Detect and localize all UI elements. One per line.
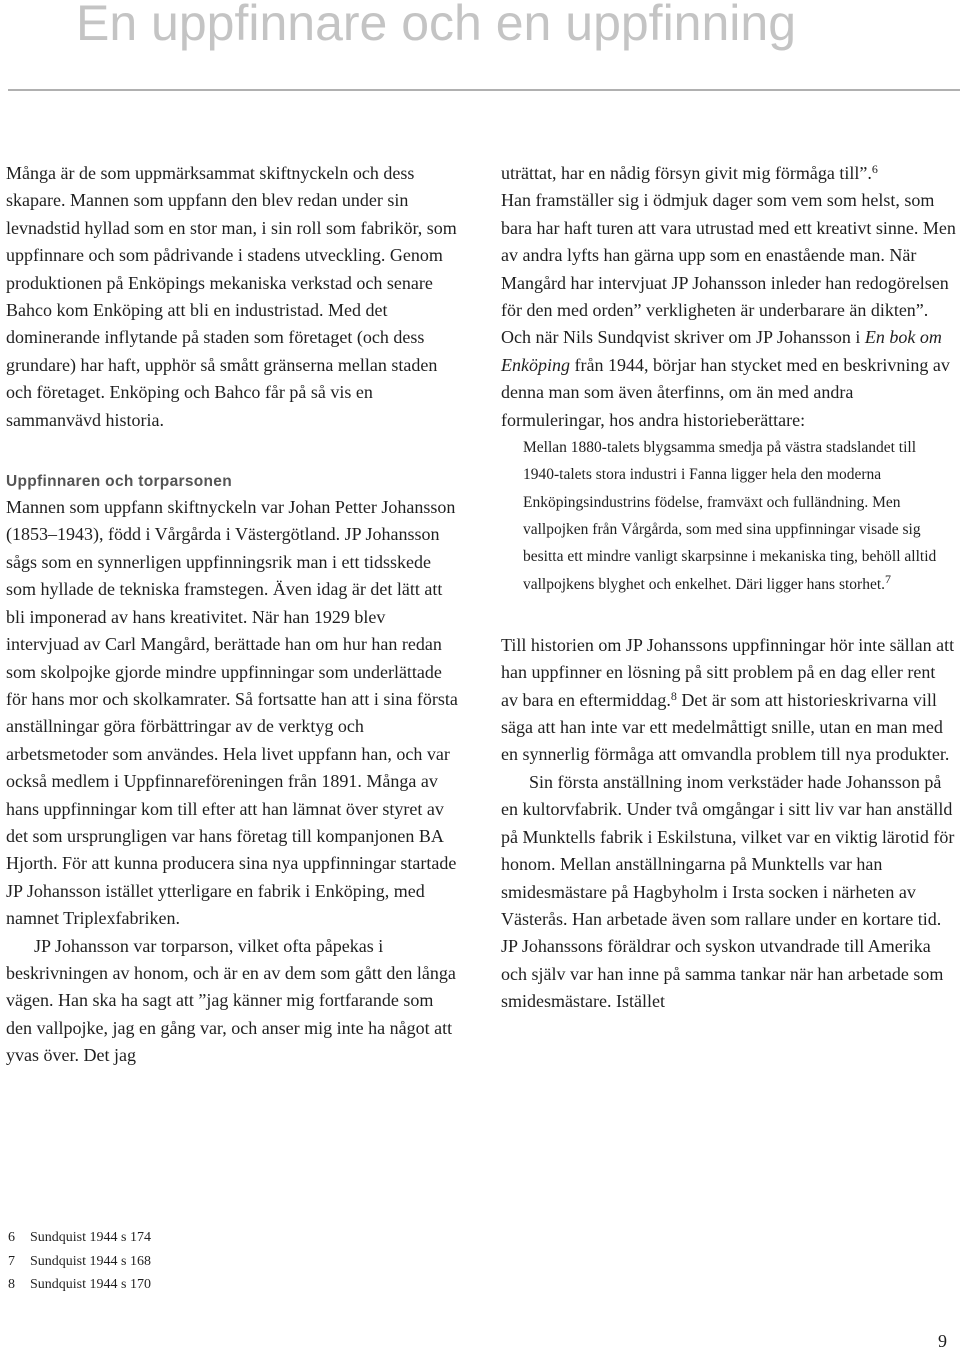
paragraph-text: Och när Nils Sundqvist skriver om JP Johansson i [501, 327, 861, 348]
footnote-ref: 7 [885, 571, 892, 586]
block-quote [523, 434, 956, 598]
footnote-text: Sundquist 1944 s 174 [30, 1230, 151, 1245]
footnote-text: Sundquist 1944 s 170 [30, 1277, 151, 1292]
body-paragraph [501, 160, 956, 187]
body-paragraph: Mannen som uppfann skiftnyckeln var Johan Petter Johansson (1853–1943), född i Vårgårda i Västergötland. JP Johansson sågs som en synnerligen uppfinningsrik man i ett tidsskede som hyllade de tekniska framstegen. Även idag är det lätt att bli imponerad av hans kreativitet. När han 1929 blev intervjuad av Carl Mangård, berättade han om hur han redan som skolpojke gjorde mindre uppfinningar som underlättade för hans mor och skolkamrater. Så fortsatte han att i sina första anställningar göra förbättringar av de verktyg och arbetsmetoder som användes. Hela livet uppfann han, och var också medlem i Uppfinnareföreningen från 1891. Många av hans uppfinningar kom till efter att han lämnat över styret av det som ursprungligen var hans företag till kompanjonen BA Hjorth. För att kunna producera sina nya uppfinningar startade JP Johansson istället ytterligare en fabrik i Enköping, med namnet Triplexfabriken. [6, 497, 458, 929]
book-title: En bok om Enköping [501, 327, 942, 375]
body-paragraph: Sin första anställning inom verkstäder hade Johansson på en kultorvfabrik. Under två omgångar i sitt liv var han anställd på Munktells fabrik i Eskilstuna, vilket var en viktig lärotid för honom. Mellan anställningarna på Munktells var han smidesmästare på Hagbyholm i Irsta socken i närheten av Västerås. Han arbetade även som rallare under en kortare tid. JP Johanssons föräldrar och syskon utvandrade till Amerika och själv var han inne på samma tankar när han arbetade som smidesmästare. Istället [501, 771, 955, 1012]
footnote-text: Sundquist 1944 s 168 [30, 1253, 151, 1269]
footnote [8, 1250, 151, 1274]
body-paragraph [501, 632, 956, 769]
page-number: 9 [938, 1331, 947, 1351]
left-column [6, 160, 458, 1070]
right-column [501, 160, 956, 1016]
intro-paragraph: Många är de som uppmärksammat skiftnyckeln och dess skapare. Mannen som uppfann den blev redan under sin levnadstid hyllad som en stor man, i sin roll som fabrikör, som uppfinnare och som pådrivande i stadens utveckling. Genom produktionen på Enköpings mekaniska verkstad och senare Bahco kom Enköping att bli en industristad. Med det dominerande inflytande på staden som företaget (och dess grundare) har haft, upphör så smått gränserna mellan staden och företaget. Enköping och Bahco får på så vis en sammanvävd historia. [6, 163, 457, 430]
footnote-number: 7 [8, 1253, 15, 1269]
paragraph-text: uträttat, har en nådig försyn givit mig förmåga till”. [501, 163, 872, 183]
footnotes [8, 1226, 151, 1297]
paragraph-text: från 1944, börjar han stycket med en beskrivning av denna man som även återfinns, om än med andra formuleringar, hos andra historieberättare: [501, 354, 950, 430]
body-paragraph: Han framställer sig i ödmjuk dager som vem som helst, som bara har haft turen att vara utrustad med ett kreativt sinne. Men av andra lyfts han gärna upp som en enastående man. När Mangård har intervjuat JP Johansson inleder han redogörelsen för den med orden” verkligheten är underbarare än dikten”. [501, 190, 956, 321]
quote-text: Mellan 1880-talets blygsamma smedja på västra stadslandet till 1940-talets stora industri i Fanna ligger hela den moderna Enköpingsindustrins födelse, framväxt och fulländning. Men vallpojken från Vårgårda, som med sina uppfinningar visade sig besitta ett mindre vanligt skarpsinne i mekaniska ting, behöll alltid vallpojkens blyghet och enkelhet. Däri ligger hans storhet. [523, 439, 937, 593]
body-paragraph [501, 324, 956, 434]
footnote [8, 1226, 151, 1250]
section-heading: Uppfinnaren och torparsonen [6, 473, 232, 491]
page-title: En uppfinnare och en uppfinning [76, 0, 797, 51]
footnote-ref: 6 [871, 162, 878, 176]
footnote-number: 8 [8, 1277, 15, 1292]
footnote-number: 6 [8, 1230, 15, 1245]
footnote [8, 1273, 151, 1297]
paragraph-text: Det är som att historieskrivarna vill säga att han inte var ett medelmåttigt snille, utan en man med en synnerlig förmåga att omvandla problem till nya produkter. [501, 689, 950, 765]
footnote-ref: 8 [670, 688, 677, 703]
title-divider [8, 89, 960, 91]
body-paragraph: JP Johansson var torparson, vilket ofta påpekas i beskrivningen av honom, och är en av dem som gått den långa vägen. Han ska ha sagt att ”jag känner mig fortfarande som den vallpojke, jag en gång var, och anser mig inte ha något att yvas över. Det jag [6, 935, 456, 1066]
paragraph-text: Till historien om JP Johanssons uppfinningar hör inte sällan att han uppfinner en lösning på sitt problem på en dag eller rent av bara en eftermiddag. [501, 634, 955, 710]
